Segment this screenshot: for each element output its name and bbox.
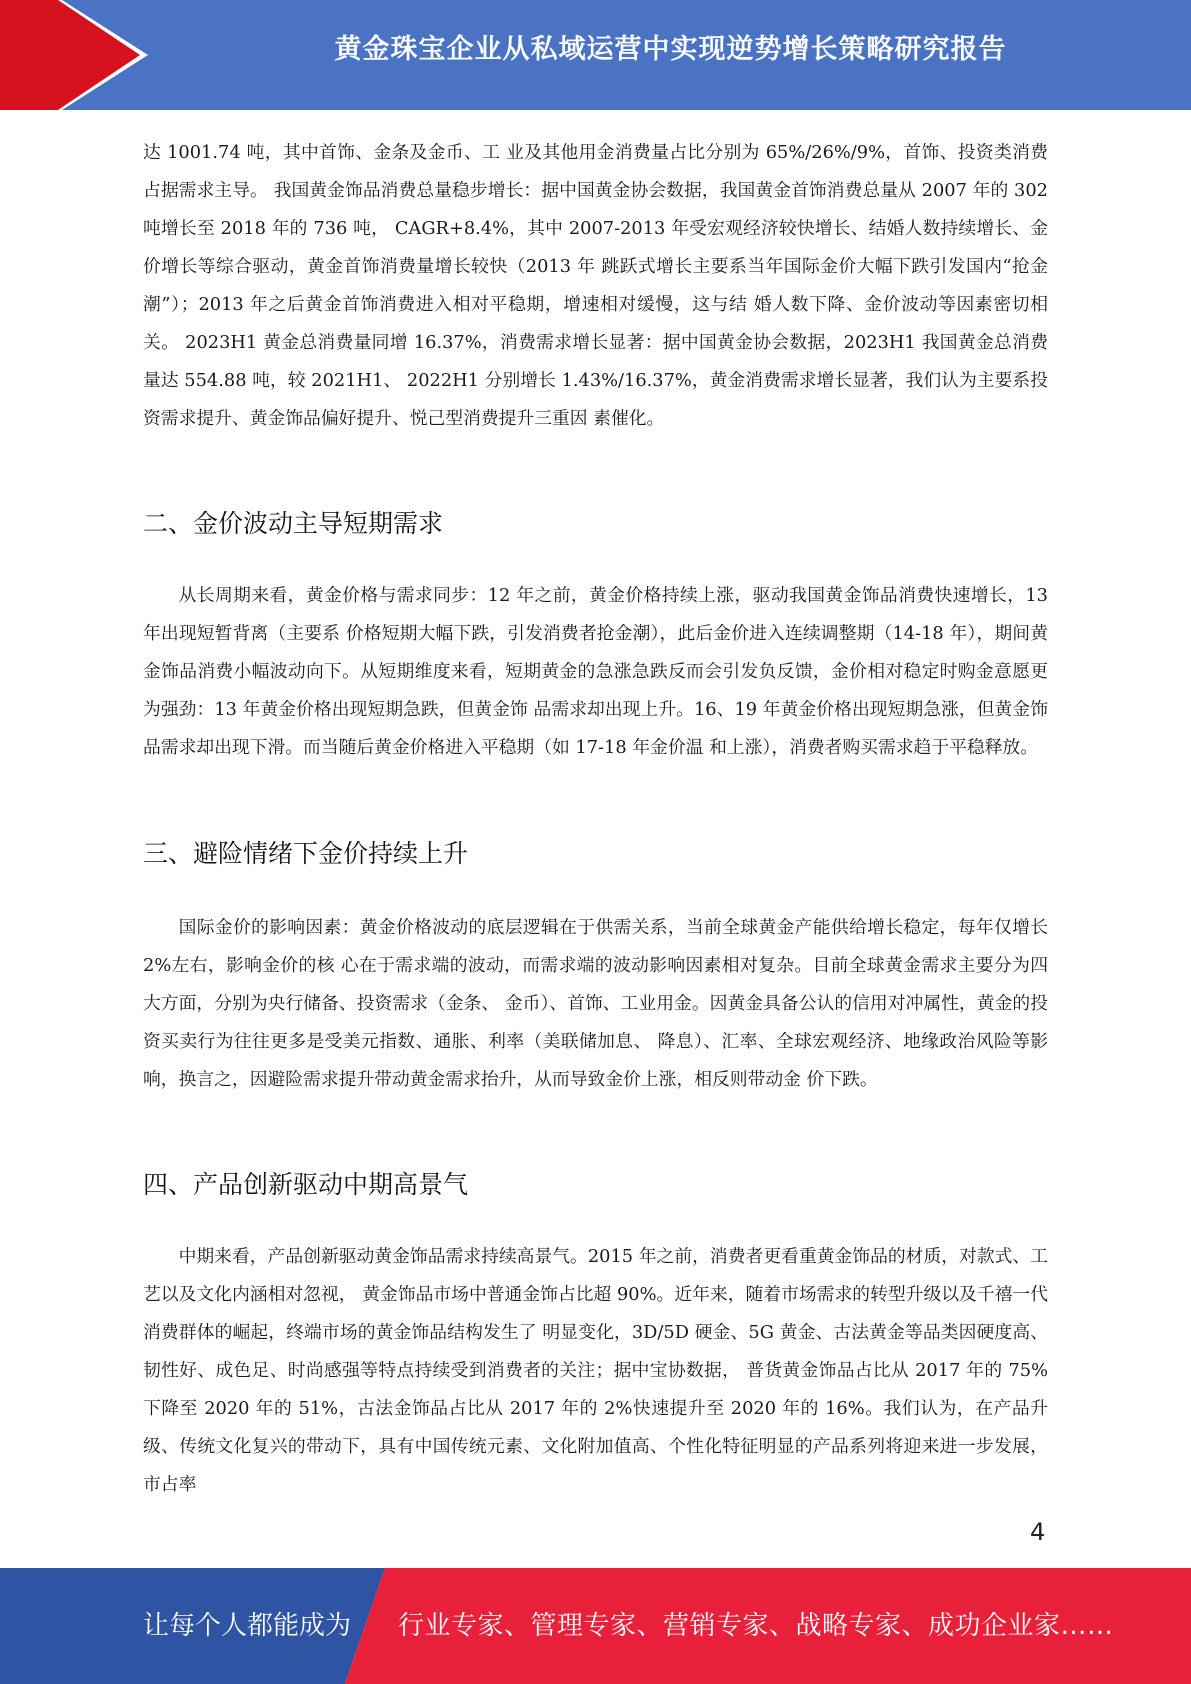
section-heading-2: 二、金价波动主导短期需求	[143, 509, 444, 538]
page-number: 4	[1030, 1518, 1046, 1546]
header-banner	[0, 0, 1191, 110]
section-heading-3: 三、避险情绪下金价持续上升	[143, 839, 469, 868]
paragraph-product-innovation: 中期来看，产品创新驱动黄金饰品需求持续高景气。2015 年之前，消费者更看重黄金饰品的材质，对款式、工艺以及文化内涵相对忽视， 黄金饰品市场中普通金饰占比超 90%。近年来，随着市场需求的转型升级以及千禧一代消费群体的崛起，终端市场的黄金饰品结构发生了 明显变化，3D/5D 硬金、5G 黄金、古法黄金等品类因硬度高、韧性好、成色足、时尚感强等特点持续受到消费者的关注；据中宝协数据， 普货黄金饰品占比从 2017 年的 75%下降至 2020 年的 51%，古法金饰品占比从 2017 年的 2%快速提升至 2020 年的 16%。我们认为，在产品升 级、传统文化复兴的带动下，具有中国传统元素、文化附加值高、个性化特征明显的产品系列将迎来进一步发展，市占率	[143, 1246, 1048, 1495]
footer-banner	[0, 1568, 1191, 1684]
report-title: 黄金珠宝企业从私域运营中实现逆势增长策略研究报告	[334, 34, 1007, 65]
paragraph-gold-consumption: 达 1001.74 吨，其中首饰、金条及金币、工 业及其他用金消费量占比分别为 65%/26%/9%，首饰、投资类消费占据需求主导。 我国黄金饰品消费总量稳步增长：据中国黄金协会数据，我国黄金首饰消费总量从 2007 年的 302 吨增长至 2018 年的 736 吨， CAGR+8.4%，其中 2007-2013 年受宏观经济较快增长、结婚人数持续增长、金价增长等综合驱动，黄金首饰消费量增长较快（2013 年 跳跃式增长主要系当年国际金价大幅下跌引发国内“抢金潮”）；2013 年之后黄金首饰消费进入相对平稳期，增速相对缓慢，这与结 婚人数下降、金价波动等因素密切相关。 2023H1 黄金总消费量同增 16.37%，消费需求增长显著：据中国黄金协会数据，2023H1 我国黄金总消费量达 554.88 吨，较 2021H1、 2022H1 分别增长 1.43%/16.37%，黄金消费需求增长显著，我们认为主要系投资需求提升、黄金饰品偏好提升、悦己型消费提升三重因 素催化。	[143, 142, 1048, 429]
paragraph-price-volatility: 从长周期来看，黄金价格与需求同步：12 年之前，黄金价格持续上涨，驱动我国黄金饰品消费快速增长，13 年出现短暂背离（主要系 价格短期大幅下跌，引发消费者抢金潮），此后金价进入连续调整期（14-18 年），期间黄金饰品消费小幅波动向下。从短期维度来看，短期黄金的急涨急跌反而会引发负反馈，金价相对稳定时购金意愿更为强劲：13 年黄金价格出现短期急跌，但黄金饰 品需求却出现上升。16、19 年黄金价格出现短期急涨，但黄金饰品需求却出现下滑。而当随后黄金价格进入平稳期（如 17-18 年金价温 和上涨），消费者购买需求趋于平稳释放。	[143, 585, 1048, 758]
paragraph-safe-haven: 国际金价的影响因素：黄金价格波动的底层逻辑在于供需关系，当前全球黄金产能供给增长稳定，每年仅增长 2%左右，影响金价的核 心在于需求端的波动，而需求端的波动影响因素相对复杂。目前全球黄金需求主要分为四大方面，分别为央行储备、投资需求（金条、 金币）、首饰、工业用金。因黄金具备公认的信用对冲属性，黄金的投资买卖行为往往更多是受美元指数、通胀、利率（美联储加息、 降息）、汇率、全球宏观经济、地缘政治风险等影响，换言之，因避险需求提升带动黄金需求抬升，从而导致金价上涨，相反则带动金 价下跌。	[143, 917, 1048, 1090]
footer-slogan-left: 让每个人都能成为	[143, 1611, 352, 1641]
section-heading-4: 四、产品创新驱动中期高景气	[143, 1170, 469, 1199]
footer-slogan-right: 行业专家、管理专家、营销专家、战略专家、成功企业家……	[398, 1611, 1114, 1641]
